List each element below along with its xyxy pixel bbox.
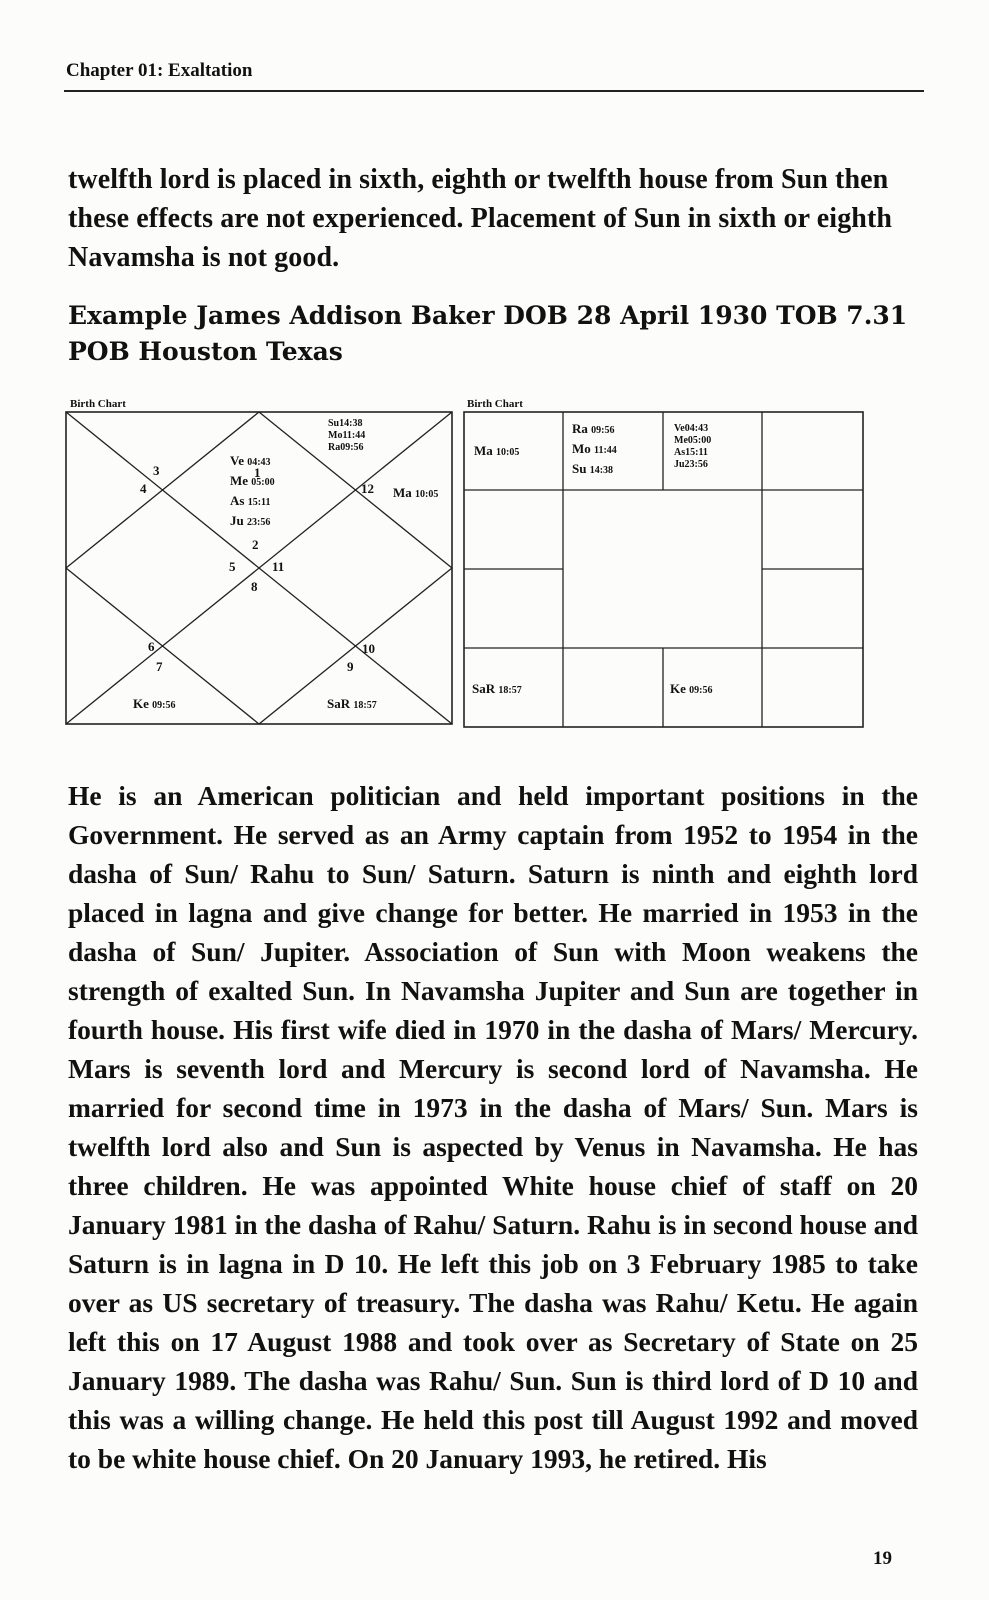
cell-sun: Su 14:38 [572, 461, 614, 476]
cell-mercury: Me05:00 [674, 435, 712, 446]
house-number-6: 6 [148, 639, 155, 654]
cell-mars: Ma 10:05 [474, 443, 520, 458]
house-number-4: 4 [140, 481, 147, 496]
house-number-3: 3 [153, 463, 160, 478]
south-chart-label: Birth Chart [467, 398, 523, 410]
planet-saturn-retro: SaR 18:57 [327, 696, 377, 711]
house-number-1: 1 [254, 465, 261, 480]
south-chart-grid [462, 410, 866, 730]
planet-venus: Ve 04:43 [230, 453, 271, 468]
house-number-7: 7 [156, 659, 163, 674]
planet-rahu: Ra09:56 [328, 442, 364, 453]
planet-jupiter: Ju 23:56 [230, 513, 271, 528]
north-chart-label: Birth Chart [70, 398, 126, 410]
cell-rahu: Ra 09:56 [572, 421, 615, 436]
planet-mercury: Me 05:00 [230, 473, 275, 488]
house-number-8: 8 [251, 579, 258, 594]
house-number-2: 2 [252, 537, 259, 552]
planet-ketu: Ke 09:56 [133, 696, 176, 711]
page-number: 19 [873, 1548, 892, 1569]
paragraph-biography: He is an American politician and held important positions in the Government. He served as an Army captain from 1952 to 1954 in the dasha of Sun/ Rahu to Sun/ Saturn. Saturn is ninth and eighth lord placed in lagna and give change for better. He married in 1953 in the dasha of Sun/ Jupiter. Association of Sun with Moon weakens the strength of exalted Sun. In Navamsha Jupiter and Sun are together in fourth house. His first wife died in 1970 in the dasha of Mars/ Mercury. Mars is seventh lord and Mercury is second lord of Navamsha. He married for second time in 1973 in the dasha of Mars/ Sun. Mars is twelfth lord also and Sun is aspected by Venus in Navamsha. He has three children. He was appointed White house chief of staff on 20 January 1981 in the dasha of Rahu/ Saturn. Rahu is in second house and Saturn is in lagna in D 10. He left this job on 3 February 1985 to take over as US secretary of treasury. The dasha was Rahu/ Ketu. He again left this on 17 August 1988 and took over as Secretary of State on 25 January 1989. The dasha was Rahu/ Sun. Sun is third lord of D 10 and this was a willing change. He held this post till August 1992 and moved to be white house chief. On 20 January 1993, he retired. His [68, 780, 918, 1474]
house-number-11: 11 [272, 559, 285, 574]
paragraph-intro: twelfth lord is placed in sixth, eighth or twelfth house from Sun then these effects are not experienced. Placement of Sun in sixth or eighth Navamsha is not good. [68, 164, 893, 273]
planet-ascendant: As 15:11 [230, 493, 271, 508]
cell-moon: Mo 11:44 [572, 441, 617, 456]
house-number-12: 12 [361, 481, 374, 496]
planet-mars: Ma 10:05 [393, 485, 439, 500]
house-number-5: 5 [229, 559, 236, 574]
house-number-10: 10 [362, 641, 375, 656]
planet-sun: Su14:38 [328, 418, 363, 429]
house-number-9: 9 [347, 659, 354, 674]
header-rule [64, 90, 924, 92]
cell-venus: Ve04:43 [674, 423, 709, 434]
cell-ketu: Ke 09:56 [670, 681, 713, 696]
south-indian-chart [462, 410, 866, 730]
cell-saturn-retro: SaR 18:57 [472, 681, 522, 696]
north-indian-chart [64, 410, 456, 728]
chapter-header: Chapter 01: Exaltation [66, 60, 253, 81]
cell-jupiter: Ju23:56 [674, 459, 708, 470]
cell-ascendant: As15:11 [674, 447, 708, 458]
example-heading: Example James Addison Baker DOB 28 April 1930 TOB 7.31 POB Houston Texas [68, 301, 908, 366]
planet-moon: Mo11:44 [328, 430, 366, 441]
